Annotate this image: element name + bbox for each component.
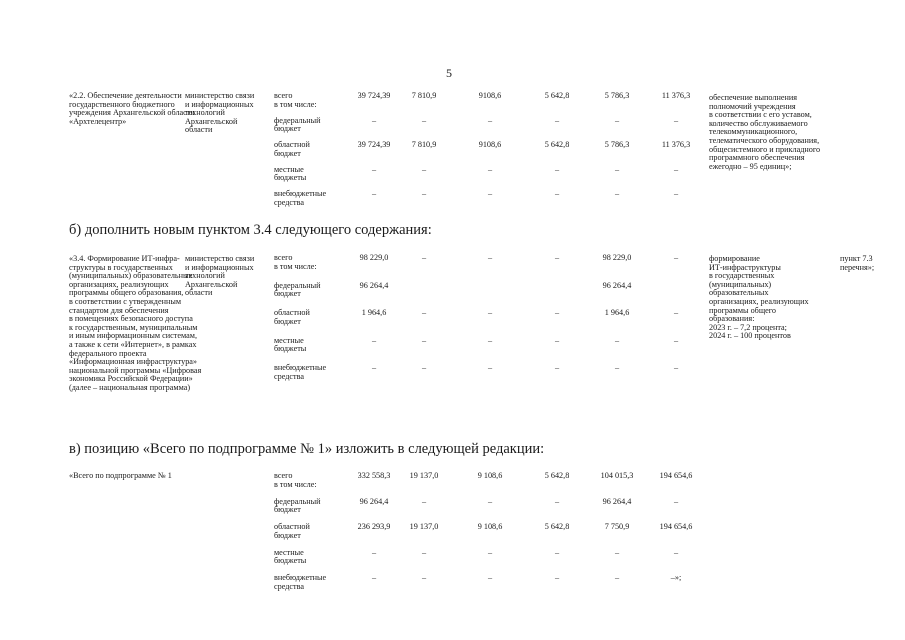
block2-event-name: «3.4. Формирование ИТ-инфра- структуры в государственных (муниципальных) образовательных организациях, реализующих программы общего образования, в соответствии с утвержденным стандартом для обеспечения в помещениях безопасного доступа к государственным, муниципальным и иным информационным системам, а также к сети «Интернет», в рамках федерального проекта «Информационная инфраструктура» национальной программы «Цифровая экономика Российской Федерации» (далее – национальная программа) xyxy=(69,254,202,392)
funding-value-cell: – xyxy=(614,115,620,125)
funding-value-cell: 5 642,8 xyxy=(544,522,570,531)
funding-value-cell: 96 264,4 xyxy=(602,496,632,506)
funding-value-cell: 11 376,3 xyxy=(661,91,691,100)
funding-value-cell: – xyxy=(421,115,427,125)
funding-value-cell: 1 964,6 xyxy=(361,308,387,317)
funding-value-cell: – xyxy=(673,335,679,345)
funding-value-cell: – xyxy=(487,335,493,345)
funding-value-cell: 9108,6 xyxy=(478,91,502,100)
funding-value-cell: 9 108,6 xyxy=(477,522,503,531)
funding-value-cell: 19 137,0 xyxy=(409,522,439,531)
funding-source-label: всего в том числе: xyxy=(274,253,317,271)
funding-source-label: областной бюджет xyxy=(274,308,310,326)
funding-value-cell: – xyxy=(487,573,493,582)
funding-value-cell: – xyxy=(421,363,427,372)
funding-value-cell: – xyxy=(371,573,377,582)
funding-value-cell: – xyxy=(487,363,493,372)
funding-value-cell: 5 786,3 xyxy=(604,91,630,100)
funding-source-label: внебюджетные средства xyxy=(274,189,327,207)
funding-value-cell: 9108,6 xyxy=(478,140,502,149)
heading-b: б) дополнить новым пунктом 3.4 следующего содержания: xyxy=(69,222,432,238)
funding-value-cell: – xyxy=(421,547,427,557)
funding-value-cell: 7 810,9 xyxy=(411,140,437,149)
funding-source-label: местные бюджеты xyxy=(274,164,307,183)
funding-value-cell: – xyxy=(487,253,493,262)
funding-value-cell: 7 810,9 xyxy=(411,91,437,100)
block2-executor: министерство связи и информационных технологий Архангельской области xyxy=(185,254,255,298)
funding-value-cell: – xyxy=(554,573,560,582)
block1-result: обеспечение выполнения полномочий учреждения в соответствии с его уставом, количество обслуживаемого телекоммуникационного, телематического оборудования, общесистемного и прикладного программного обеспечения ежегодно – 95 единиц»; xyxy=(709,93,821,171)
funding-value-cell: 194 654,6 xyxy=(659,522,693,531)
funding-value-cell: 7 750,9 xyxy=(604,522,630,531)
funding-value-cell: – xyxy=(554,363,560,372)
funding-value-cell: 1 964,6 xyxy=(604,308,630,317)
funding-value-cell: – xyxy=(371,363,377,372)
funding-source-label: всего в том числе: xyxy=(274,91,317,109)
funding-value-cell: – xyxy=(673,164,679,174)
funding-value-cell: – xyxy=(421,189,427,198)
funding-value-cell: 98 229,0 xyxy=(359,253,389,262)
funding-value-cell: – xyxy=(421,335,427,345)
funding-value-cell: –»; xyxy=(670,573,682,582)
funding-value-cell: 11 376,3 xyxy=(661,140,691,149)
funding-value-cell: – xyxy=(371,164,377,174)
funding-value-cell: – xyxy=(554,335,560,345)
page-number: 5 xyxy=(446,66,452,80)
block3-event-name: «Всего по подпрограмме № 1 xyxy=(69,471,172,480)
funding-source-label: местные бюджеты xyxy=(274,547,307,566)
funding-value-cell: – xyxy=(554,547,560,557)
funding-value-cell: – xyxy=(487,189,493,198)
funding-value-cell: 9 108,6 xyxy=(477,471,503,480)
funding-value-cell: 39 724,39 xyxy=(357,91,391,100)
funding-value-cell: – xyxy=(421,253,427,262)
funding-value-cell: 96 264,4 xyxy=(602,280,632,290)
funding-value-cell: – xyxy=(614,363,620,372)
funding-value-cell: 194 654,6 xyxy=(659,471,693,480)
funding-value-cell: 236 293,9 xyxy=(357,522,391,531)
funding-value-cell: – xyxy=(421,496,427,506)
funding-value-cell: – xyxy=(614,573,620,582)
funding-value-cell: 104 015,3 xyxy=(600,471,634,480)
funding-value-cell: – xyxy=(673,547,679,557)
funding-value-cell: 39 724,39 xyxy=(357,140,391,149)
funding-value-cell: – xyxy=(673,253,679,262)
funding-source-label: областной бюджет xyxy=(274,522,310,540)
block2-note: пункт 7.3 перечня»; xyxy=(840,254,875,272)
funding-value-cell: 5 642,8 xyxy=(544,91,570,100)
funding-value-cell: 19 137,0 xyxy=(409,471,439,480)
funding-value-cell: – xyxy=(487,308,493,317)
funding-value-cell: – xyxy=(487,547,493,557)
funding-value-cell: 96 264,4 xyxy=(359,280,389,290)
funding-value-cell: – xyxy=(673,308,679,317)
funding-value-cell: 5 786,3 xyxy=(604,140,630,149)
funding-source-label: внебюджетные средства xyxy=(274,363,327,381)
funding-value-cell: – xyxy=(371,335,377,345)
funding-value-cell: – xyxy=(673,363,679,372)
funding-value-cell: – xyxy=(554,496,560,506)
funding-value-cell: – xyxy=(554,189,560,198)
funding-value-cell: – xyxy=(614,164,620,174)
funding-source-label: всего в том числе: xyxy=(274,471,317,489)
funding-value-cell: – xyxy=(371,189,377,198)
funding-value-cell: – xyxy=(673,115,679,125)
funding-value-cell: 332 558,3 xyxy=(357,471,391,480)
funding-value-cell: – xyxy=(487,496,493,506)
funding-source-label: местные бюджеты xyxy=(274,335,307,354)
block2-result: формирование ИТ-инфраструктуры в государственных (муниципальных) образовательных организациях, реализующих программы общего образования: 2023 г. – 7,2 процента; 2024 г. – 100 процентов xyxy=(709,254,809,341)
funding-value-cell: 96 264,4 xyxy=(359,496,389,506)
funding-value-cell: – xyxy=(554,115,560,125)
heading-v: в) позицию «Всего по подпрограмме № 1» изложить в следующей редакции: xyxy=(69,441,545,457)
funding-value-cell: – xyxy=(554,308,560,317)
funding-source-label: федеральный бюджет xyxy=(274,280,321,299)
funding-value-cell: – xyxy=(673,496,679,506)
funding-value-cell: 98 229,0 xyxy=(602,253,632,262)
funding-value-cell: – xyxy=(614,547,620,557)
funding-value-cell: 5 642,8 xyxy=(544,471,570,480)
funding-value-cell: – xyxy=(421,308,427,317)
funding-value-cell: – xyxy=(421,164,427,174)
funding-value-cell: – xyxy=(487,115,493,125)
funding-value-cell: – xyxy=(673,189,679,198)
funding-value-cell: – xyxy=(614,335,620,345)
funding-value-cell: – xyxy=(487,164,493,174)
funding-value-cell: – xyxy=(421,573,427,582)
funding-source-label: федеральный бюджет xyxy=(274,115,321,134)
funding-value-cell: 5 642,8 xyxy=(544,140,570,149)
funding-value-cell: – xyxy=(554,164,560,174)
funding-value-cell: – xyxy=(371,115,377,125)
funding-value-cell: – xyxy=(371,547,377,557)
funding-value-cell: – xyxy=(554,253,560,262)
funding-value-cell: – xyxy=(614,189,620,198)
block1-executor: министерство связи и информационных технологий Архангельской области xyxy=(185,91,255,135)
funding-source-label: областной бюджет xyxy=(274,140,310,158)
funding-source-label: внебюджетные средства xyxy=(274,573,327,591)
block1-event-name: «2.2. Обеспечение деятельности государственного бюджетного учреждения Архангельской области «Архтелецентр» xyxy=(69,91,195,126)
funding-source-label: федеральный бюджет xyxy=(274,496,321,515)
